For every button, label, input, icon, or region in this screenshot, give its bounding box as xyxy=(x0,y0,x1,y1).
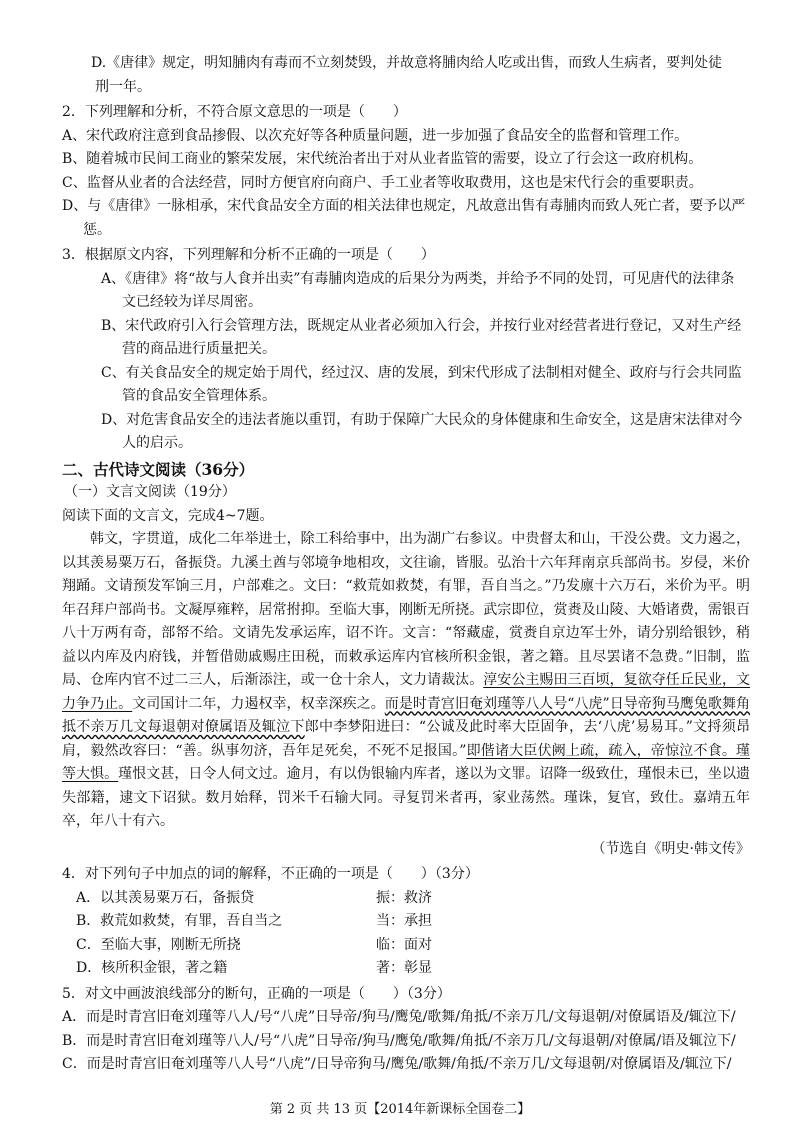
q4-row-a xyxy=(62,887,750,911)
wavy-underlined-sentence: 而是时青宫旧奄刘瑾等八人号“八虎”日导帝狗马鹰兔歌舞角抵不亲万几文每退朝对僚属语及辄泣下 xyxy=(62,695,750,735)
subsection-title: （一）文言文阅读（19分） xyxy=(64,484,236,500)
q1-option-d-line1: D.《唐律》规定，明知脯肉有毒而不立刻焚毁，并故意将脯肉给人吃或出售，而致人生病者，要判处徒 xyxy=(91,55,723,71)
q5-stem: 5．对文中画波浪线部分的断句，正确的一项是（ ）（3分） xyxy=(62,985,451,1002)
page-footer: 第 2 页 共 13 页【2014年新课标全国卷二】 xyxy=(269,1102,531,1117)
q3-option-a: A、《唐律》将“故与人食并出卖”有毒脯肉造成的后果分为两类，并给予不同的处罚，可见唐代的法律条文已经较为详尽周密。 xyxy=(101,270,735,310)
q4-sentence-c: C．至临大事，刚断无所挠 xyxy=(76,936,241,953)
q2-option-c: C、监督从业者的合法经营，同时方便官府向商户、手工业者等收取费用，这也是宋代行会的重要职责。 xyxy=(62,174,703,191)
passage-source: （节选自《明史·韩文传》 xyxy=(591,840,750,857)
passage-text-1: 韩文，字贯道，成化二年举进士，除工科给事中，出为湖广右参议。中贵督太和山，干没公费。文力遏之，以其羡易粟万石，备振贷。九溪土酋与邻境争地相攻，文往谕，皆服。弘治十六年拜南京兵部尚书。岁侵，米价翔踊。文请预发军饷三月，户部难之。文曰：“救荒如救焚，有罪，吾自当之。”乃发廪十六万石，米价为平。明年召拜户部尚书。文凝厚雍粹，居常拊抑。至临大事，刚断无所挠。武宗即位，赏赉及山陵、大婚诸费，需银百八十万两有奇，部帑不给。文请先发承运库，诏不许。文言：“帑藏虚，赏赉自京边军士外，请分别给银钞，稍益以内库及内府钱，并暂借勋戚赐庄田税，而敕承运库内官核所积金银，著之籍。且尽罢诸不急费。”旧制，监局、仓库内官不过二三人，后渐添注，或一仓十余人，文力请裁汰。 xyxy=(62,531,750,688)
q4-gloss-d: 著：彰显 xyxy=(376,960,432,976)
passage-text-2: 文司国计二年，力遏权幸，权幸深疾之。 xyxy=(132,695,385,712)
underlined-sentence-1: 淳安公主赐田三百顷，复欲夺任丘民业，文力争乃止。 xyxy=(62,672,750,712)
q1-option-d xyxy=(62,52,750,99)
q3-stem: 3．根据原文内容，下列理解和分析不正确的一项是（ ） xyxy=(62,247,435,263)
q4-row-b xyxy=(62,910,750,934)
q2-option-b: B、随着城市民间工商业的繁荣发展，宋代统治者出于对从业者监管的需要，设立了行会这一政府机构。 xyxy=(62,151,703,167)
q4-gloss-c: 临：面对 xyxy=(376,936,432,953)
q4-sentence-d: D．核所积金银，著之籍 xyxy=(76,960,228,976)
q2-option-a: A、宋代政府注意到食品掺假、以次充好等各种质量问题，进一步加强了食品安全的监督和管理工作。 xyxy=(62,127,689,144)
underlined-sentence-2: 即偕诸大臣伏阙上疏，疏入，帝惊泣不食。瑾等大惧。 xyxy=(62,742,750,782)
reading-instruction: 阅读下面的文言文，完成4~7题。 xyxy=(62,507,274,524)
q3-option-c: C、有关食品安全的规定始于周代，经过汉、唐的发展，到宋代形成了法制相对健全、政府与行会共同监管的食品安全管理体系。 xyxy=(101,364,742,404)
q4-row-c xyxy=(62,934,750,958)
q4-row-d xyxy=(62,957,750,981)
passage-text-4: 瑾恨文甚，日令人伺文过。逾月，有以伪银输内库者，遂以为文罪。诏降一级致仕，瑾恨未已，坐以遗失部籍，逮文下诏狱。数月始释，罚米千石输大同。寻复罚米者再，家业荡然。瑾诛，复官，致仕。嘉靖五年卒，年八十有六。 xyxy=(62,766,751,829)
q2-option-d: D、与《唐律》一脉相承，宋代食品安全方面的相关法律也规定，凡故意出售有毒脯肉而致人死亡者，要予以严惩。 xyxy=(62,198,746,238)
q4-stem: 4．对下列句子中加点的词的解释，不正确的一项是（ ）（3分） xyxy=(62,866,479,882)
q4-sentence-b: B．救荒如救焚，有罪，吾自当之 xyxy=(76,913,283,929)
section-title: 二、古代诗文阅读（36分） xyxy=(62,459,255,479)
q2-stem: 2．下列理解和分析，不符合原文意思的一项是（ ） xyxy=(62,104,407,120)
q3-option-b: B、宋代政府引入行会管理方法，既规定从业者必须加入行会，并按行业对经营者进行登记，又对生产经营的商品进行质量把关。 xyxy=(101,317,742,357)
q1-option-d-line2: 刑一年。 xyxy=(95,78,151,95)
q5-option-b: B．而是时青宫旧奄刘瑾等八人/号“八虎”日导帝/狗马/鹰兔/歌舞/角抵/不亲万几/文每退朝/对僚属/语及辄泣下/ xyxy=(62,1032,736,1049)
q4-gloss-a: 振：救济 xyxy=(376,889,432,906)
q5-option-a: A．而是时青宫旧奄刘瑾等八人/号“八虎”日导帝/狗马/鹰兔/歌舞/角抵/不亲万几/文每退朝/对僚属语及/辄泣下/ xyxy=(62,1009,736,1025)
classical-passage xyxy=(62,528,750,834)
q5-option-c: C．而是时青宫旧奄刘瑾等八人号“八虎”/日导帝狗马/鹰兔/歌舞/角抵/不亲万几/文每退朝/对僚属语及/辄泣下/ xyxy=(62,1056,732,1072)
q3-option-d: D、对危害食品安全的违法者施以重罚，有助于保障广大民众的身体健康和生命安全，这是唐宋法律对今人的启示。 xyxy=(101,411,743,451)
q4-gloss-b: 当：承担 xyxy=(376,913,432,929)
q4-sentence-a: A．以其羡易粟万石，备振贷 xyxy=(76,889,255,906)
passage-text-3: 郎中李梦阳进曰：“公诚及此时率大臣固争，去‘八虎’易易耳。”文捋须昂肩，毅然改容曰：“善。纵事勿济，吾年足死矣，不死不足报国。” xyxy=(62,719,750,759)
